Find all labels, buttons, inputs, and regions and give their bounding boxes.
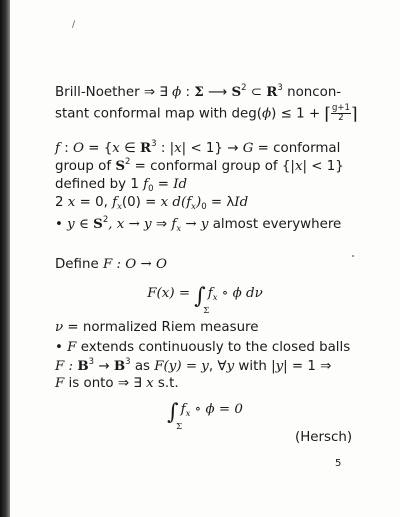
definition-line: defined by 1 $f_0 = Id$ [55,177,188,194]
fraction: $\frac{g+1}{2}$ [332,103,350,123]
binding-edge [0,0,10,517]
lecture-slide [10,0,400,517]
convergence-bullet-line: • y ∈ $S^2$, x → y ⇒ $f_x \to y$ almost everywhere [55,215,342,234]
define-f-line: Define F : O → O [55,257,167,272]
integral-equation-zero: ∫ Σ $f_x$ ∘ ϕ = 0 [167,400,243,432]
integral-equation-f: F(x) = ∫ Σ $f_x$ ∘ ϕ dν [147,284,263,316]
pen-mark: / [72,20,76,30]
second-definition-line: 2 x = 0, $f_x(0) = x$ $d(f_x)_0 = \lambda Id$ [55,195,249,212]
bullet: • [55,217,63,232]
measure-line: ν = normalized Riem measure [55,320,259,335]
integral-sign: ∫ Σ [167,400,183,432]
extension-bullet-line: • F extends continuously to the closed balls [55,340,351,355]
group-equality-line: group of $S^2$ = conformal group of {|x| < 1} [55,157,344,174]
scan-speck [352,255,354,257]
conformal-group-line: f : O = {x ∈ $R^3$ : |x| < 1} → G = conformal [55,139,341,156]
page-number: 5 [335,458,342,469]
attribution: (Hersch) [295,430,353,445]
closed-ball-map-line: F : $B^3 \to B^3$ as F(y) = y, ∀y with |y| = 1 ⇒ [55,357,332,374]
integral-sign: ∫ Σ [194,284,210,316]
onto-line: F is onto ⇒ ∃ x s.t. [55,376,179,391]
degree-bound-line: stant conformal map with deg(ϕ) ≤ 1 + ⌈ $\frac{g+1}{2}$ ⌉ [55,103,358,125]
bullet: • [55,340,63,355]
brill-noether-line: Brill-Noether ⇒ ∃ ϕ : Σ ⟶ $S^2$ ⊂ $R^3$ noncon- [55,83,342,100]
